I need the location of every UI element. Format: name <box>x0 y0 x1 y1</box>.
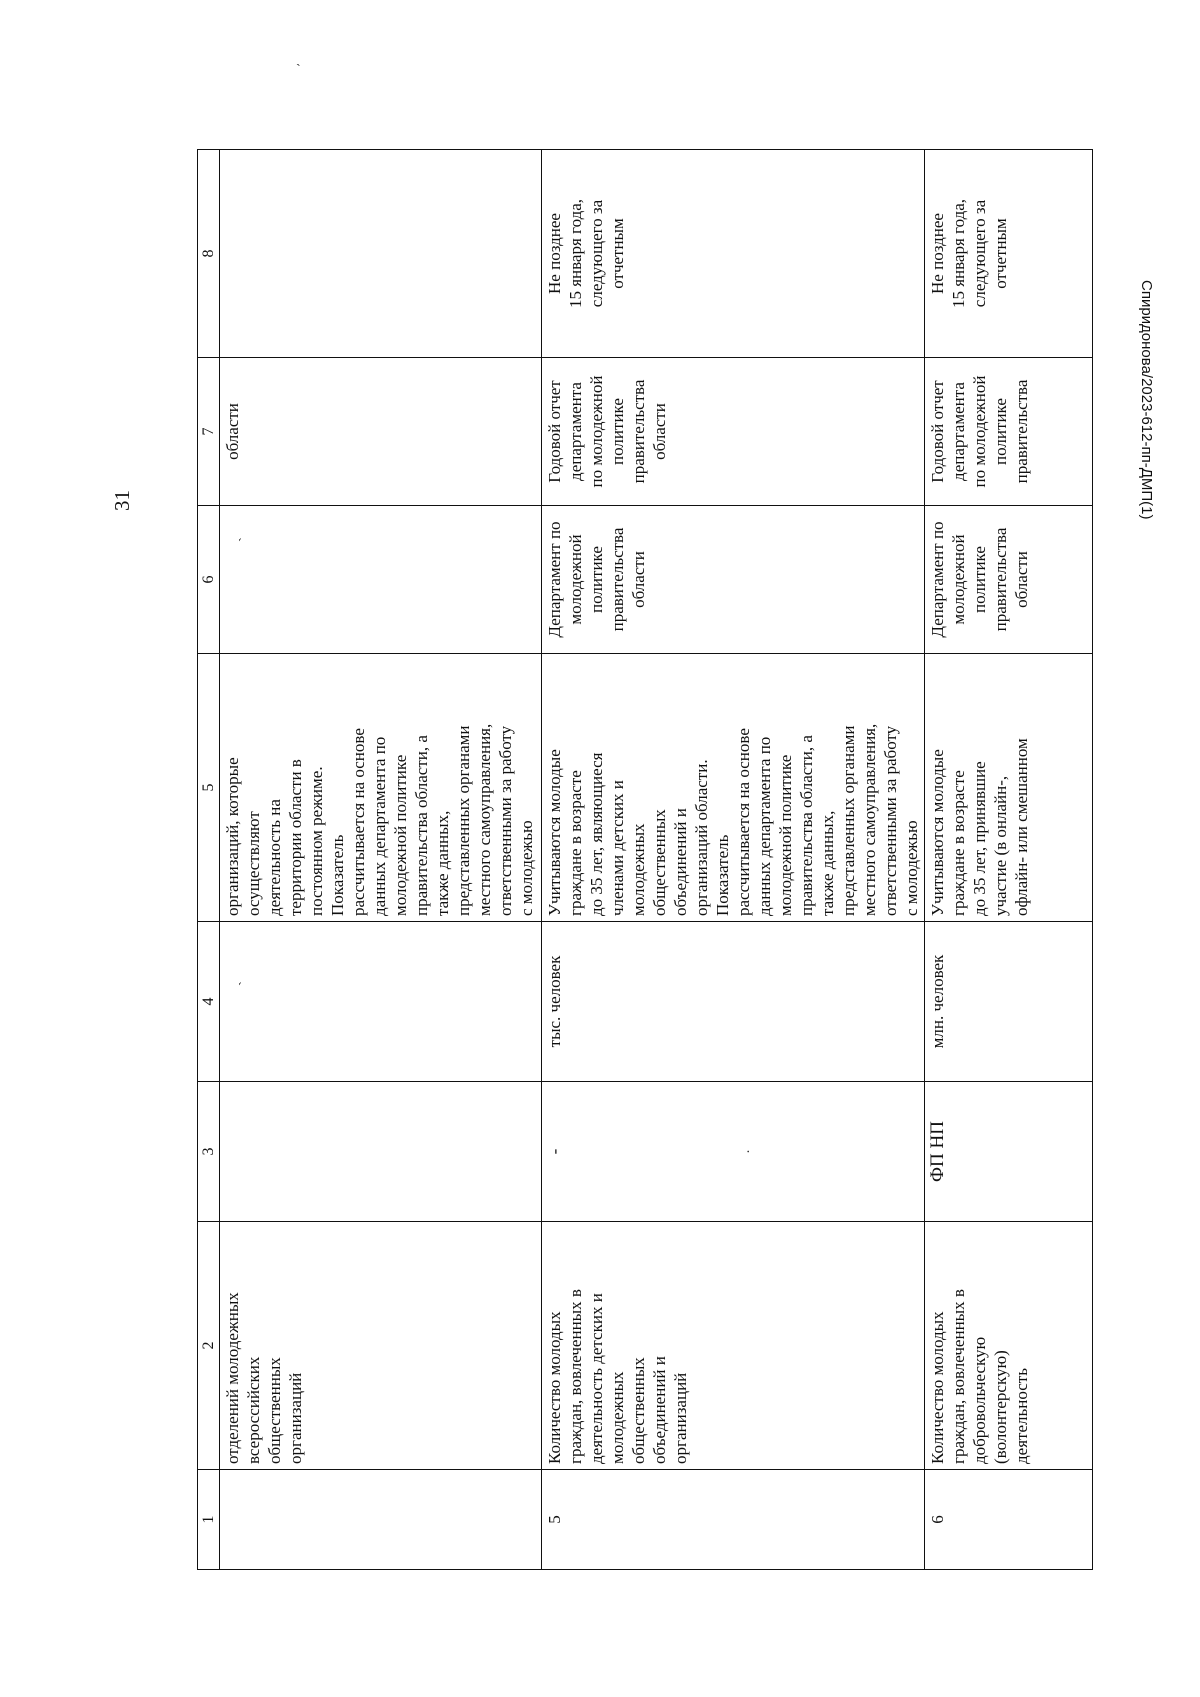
stray-mark: ˏ <box>227 537 242 542</box>
col-number: 6 <box>198 506 220 654</box>
row-number <box>220 1470 542 1570</box>
unit: млн. человек <box>925 922 1093 1082</box>
row-number: 6 <box>925 1470 1093 1570</box>
col-number: 4 <box>198 922 220 1082</box>
indicator-name: Количество молодых граждан, вовлеченных в добровольческую (волонтерскую) деятельность <box>925 1222 1093 1470</box>
row-number: 5 <box>542 1470 925 1570</box>
unit: тыс. человек <box>542 922 925 1082</box>
col-number: 1 <box>198 1470 220 1570</box>
unit <box>220 922 542 1082</box>
responsible-body: Департамент по молодежной политике правительства области <box>542 506 925 654</box>
deadline: Не позднее 15 января года, следующего за отчетным <box>542 150 925 358</box>
calculation-method: организаций, которые осуществляют деятельность на территории области в постоянном режиме. Показатель рассчитывается на основе данных департамента по молодежной политике правительства области, а также данных, представленных органами местного самоуправления, ответственными за работу с молодежью <box>220 654 542 922</box>
table-row <box>542 150 925 1570</box>
col-number: 3 <box>198 1082 220 1222</box>
page-number: 31 <box>110 490 134 511</box>
deadline: Не позднее 15 января года, следующего за отчетным <box>925 150 1093 358</box>
indicators-table <box>197 150 1073 1570</box>
column-number-row <box>198 150 220 1570</box>
data-source: Годовой отчет департамента по молодежной политике правительства области <box>542 358 925 506</box>
indicator-name: отделений молодежных всероссийских общественных организаций <box>220 1222 542 1470</box>
stray-mark: ˏ <box>227 981 242 986</box>
table-row <box>220 150 542 1570</box>
col-number: 5 <box>198 654 220 922</box>
table-row <box>925 150 1093 1570</box>
data-source: области <box>220 358 542 506</box>
calculation-method: Учитываются молодые граждане в возрасте до 35 лет, принявшие участие (в онлайн-, офлайн- или смешанном <box>925 654 1093 922</box>
stray-mark: . <box>738 1149 753 1154</box>
stray-mark: ˏ <box>296 52 301 67</box>
data-source: Годовой отчет департамента по молодежной политике правительства <box>925 358 1093 506</box>
document-code: Спиридонова/2023-612-пп-ДМП(1) <box>1138 280 1155 520</box>
col-number: 8 <box>198 150 220 358</box>
responsible-body: Департамент по молодежной политике правительства области <box>925 506 1093 654</box>
col-number: 2 <box>198 1222 220 1470</box>
indicator-source <box>220 1082 542 1222</box>
indicator-source: ФП НП <box>925 1082 1093 1222</box>
responsible-body <box>220 506 542 654</box>
col-number: 7 <box>198 358 220 506</box>
deadline <box>220 150 542 358</box>
calculation-method: Учитываются молодые граждане в возрасте до 35 лет, являющиеся членами детских и молодежных общественных объединений и организаций области. Показатель рассчитывается на основе данных департамента по молодежной политике правительства области, а также данных, представленных органами местного самоуправления, ответственными за работу с молодежью <box>542 654 925 922</box>
indicator-source: - . <box>542 1082 925 1222</box>
indicator-name: Количество молодых граждан, вовлеченных в деятельность детских и молодежных общественных объединений и организаций <box>542 1222 925 1470</box>
